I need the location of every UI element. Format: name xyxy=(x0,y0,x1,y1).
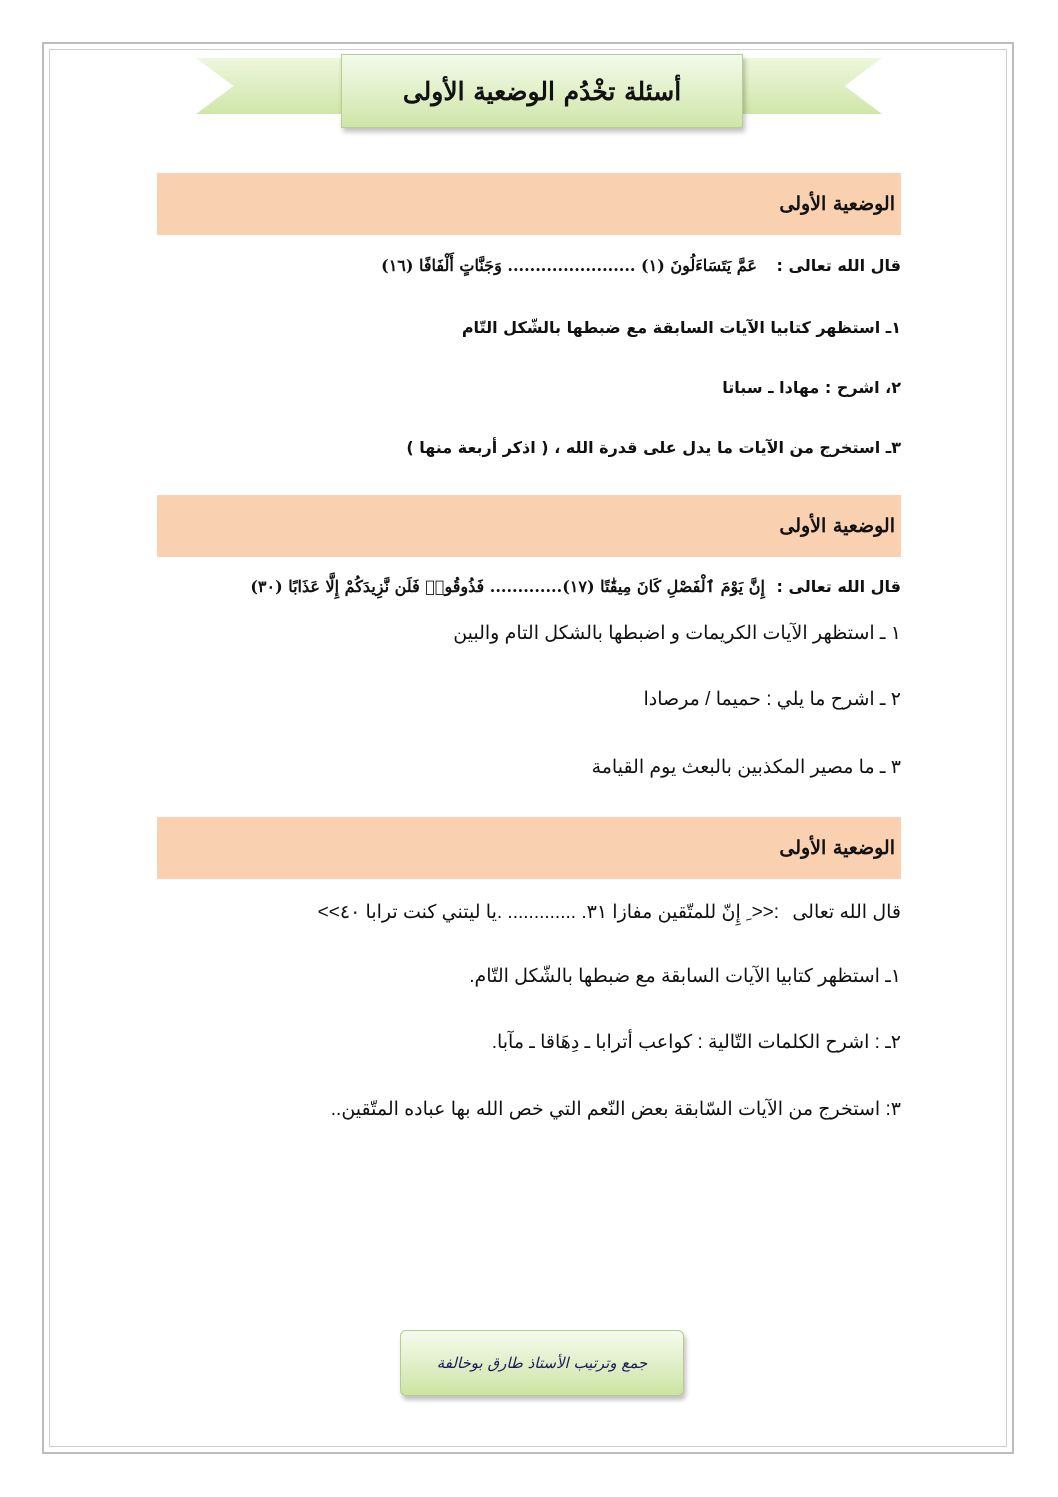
verse-text: عَمَّ يَتَسَاءَلُونَ (١) ....................... وَجَنَّاتٍ أَلْفَافًا (١٦) xyxy=(381,256,757,275)
verse-text: :<< ِ إِنّ للمتّقين مفازا ٣١. ............. .يا ليتني كنت ترابا ٤٠>> xyxy=(317,902,780,923)
section-3-heading xyxy=(157,817,901,879)
section-1-question-2: ٢، اشرح : مهادا ـ سباتا xyxy=(722,378,901,397)
section-3-verse xyxy=(157,901,901,924)
section-1-question-1: ١ـ استظهر كتابيا الآيات السابقة مع ضبطها بالشّكل التّام xyxy=(461,318,901,337)
title-ribbon xyxy=(196,44,882,134)
section-2-question-2: ٢ ـ اشرح ما يلي : حميما / مرصادا xyxy=(643,689,901,710)
page-frame xyxy=(42,42,1014,1454)
author-badge xyxy=(400,1330,684,1396)
section-heading-text: الوضعية الأولى xyxy=(779,837,895,859)
section-1-heading xyxy=(157,173,901,235)
verse-text: إِنَّ يَوْمَ ٱلْفَصْلِ كَانَ مِيقَٰتًا (١٧)............. فَذُوقُوا۟ فَلَن نَّزِيدَكُمْ إِلَّا عَذَابًا (٣٠) xyxy=(250,577,765,596)
ribbon-center xyxy=(341,54,743,128)
verse-prefix: قال الله تعالى xyxy=(792,902,901,923)
section-3-question-1: ١ـ استظهر كتابيا الآيات السابقة مع ضبطها بالشّكل التّام. xyxy=(469,966,901,987)
verse-prefix: قال الله تعالى : xyxy=(776,256,901,275)
page-title: أسئلة تخْدُم الوضعية الأولى xyxy=(402,76,682,106)
author-credit: جمع وترتيب الأستاذ طارق بوخالفة xyxy=(436,1354,648,1372)
verse-prefix: قال الله تعالى : xyxy=(776,577,901,596)
section-3-question-2: ٢ـ : اشرح الكلمات التّالية : كواعب أترابا ـ دِهَاقا ـ مآبا. xyxy=(491,1032,901,1053)
section-1-question-3: ٣ـ استخرج من الآيات ما يدل على قدرة الله ، ( اذكر أربعة منها ) xyxy=(406,438,901,457)
section-heading-text: الوضعية الأولى xyxy=(779,193,895,215)
section-2-question-3: ٣ ـ ما مصير المكذبين بالبعث يوم القيامة xyxy=(591,757,901,778)
section-2-heading xyxy=(157,495,901,557)
section-heading-text: الوضعية الأولى xyxy=(779,515,895,537)
section-2-verse xyxy=(157,577,901,596)
section-3-question-3: ٣: استخرج من الآيات السّابقة بعض النّعم التي خص الله بها عباده المتّقين.. xyxy=(330,1099,901,1120)
section-2-question-1: ١ ـ استظهر الآيات الكريمات و اضبطها بالشكل التام والبين xyxy=(453,623,901,644)
section-1-verse xyxy=(157,256,901,275)
